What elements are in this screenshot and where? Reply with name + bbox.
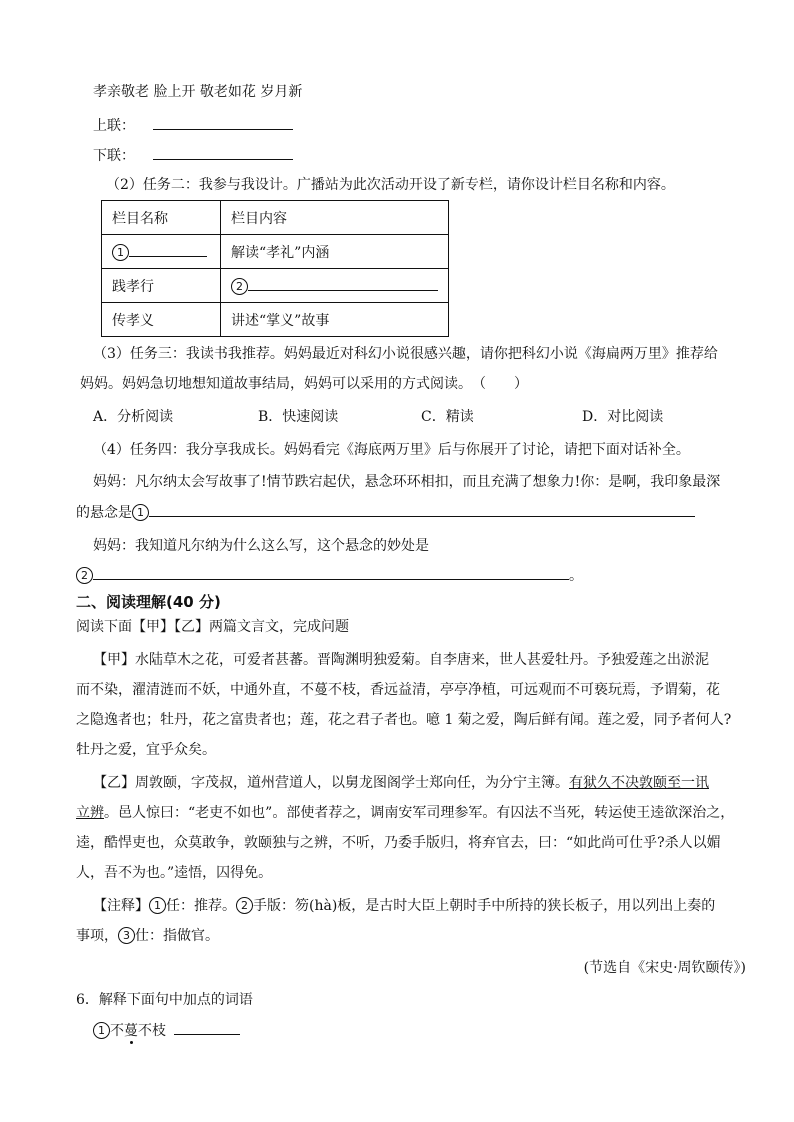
passage-yi-line3: 逵，酷悍吏也，众莫敢争，敦颐独与之辨，不听，乃委手版归，将弃官去，曰：“如此尚可仕乎?杀人以媚: [76, 835, 721, 851]
task3-prompt-line2: 妈妈。妈妈急切地想知道故事结局，妈妈可以采用的方式阅读。 （ ）: [80, 376, 528, 392]
note-text: 手版：笏(hà)板，是古时大臣上朝时手中所持的狭长板子，用以列出上奏的: [253, 898, 716, 914]
table-cell-name-3: 传孝义: [102, 303, 221, 337]
option-a[interactable]: A．分析阅读: [93, 409, 174, 425]
notes-label: 【注释】: [93, 898, 149, 914]
lower-couplet-blank[interactable]: [153, 145, 293, 160]
q6-answer-blank[interactable]: [174, 1020, 240, 1035]
upper-couplet-row: [93, 115, 293, 136]
passage-jia-line4: 牡丹之爱，宜乎众矣。: [76, 742, 216, 758]
table-cell-name-1: [102, 235, 221, 269]
table-row: [102, 235, 449, 269]
note-text: 事项，: [76, 928, 118, 944]
couplet-line: 孝亲敬老 脸上开 敬老如花 岁月新: [93, 84, 303, 100]
passage-jia-line3: 之隐逸者也；牡丹，花之富贵者也；莲，花之君子者也。噫 1 菊之爱，陶后鲜有闻。莲之爱，同予者何人?: [76, 712, 732, 728]
item-text: 不枝: [138, 1023, 166, 1039]
dialog-answer-row-1: [76, 502, 695, 523]
passage-jia-line1: 【甲】水陆草木之花，可爱者甚蕃。晋陶渊明独爱菊。自李唐来，世人甚爱牡丹。予独爱莲之出淤泥: [93, 652, 709, 668]
upper-couplet-blank[interactable]: [153, 115, 293, 130]
question-6: 6．解释下面句中加点的词语: [76, 992, 253, 1008]
passage-yi-text: 。邑人惊曰：“老吏不如也”。部使者荐之，调南安军司理参军。有囚法不当死，转运使王逵欲深治之，: [104, 805, 735, 821]
dialog-suspense-label: 的悬念是: [76, 505, 132, 521]
column-design-table: [101, 200, 449, 337]
note-text: 任：推荐。: [166, 898, 236, 914]
task4-prompt: （4）任务四：我分享我成长。妈妈看完《海底两万里》后与你展开了讨论，请把下面对话补全。: [93, 442, 690, 458]
section-heading-reading: 二、阅读理解(40 分): [76, 593, 221, 611]
dialog-mom-line1: 妈妈：凡尔纳太会写故事了!情节跌宕起伏，悬念环环相扣，而且充满了想象力!你：是啊，我印象最深: [93, 474, 721, 490]
suspense-answer-blank[interactable]: [149, 502, 695, 517]
passage-yi-line4: 人，吾不为也。”逵悟，囚得免。: [76, 865, 273, 881]
question-6-item-1: [93, 1020, 240, 1041]
period-mark: 。: [569, 568, 583, 584]
passage-jia-line2: 而不染，濯清涟而不妖，中通外直，不蔓不枝，香远益清，亭亭净植，可远观而不可亵玩焉，予谓菊，花: [76, 682, 720, 698]
table-row: [102, 303, 449, 337]
table-cell-content-1: 解读“孝礼”内涵: [221, 235, 449, 269]
notes-line1: [93, 896, 715, 916]
circled-number-2: 2: [231, 278, 248, 295]
circled-number-1: 1: [149, 897, 166, 914]
table-cell-name-2: 践孝行: [102, 269, 221, 303]
option-c[interactable]: C．精读: [421, 409, 474, 425]
option-b[interactable]: B．快速阅读: [258, 409, 339, 425]
option-d[interactable]: D．对比阅读: [582, 409, 664, 425]
passage-source: (节选自《宋史·周钦颐传》): [583, 960, 746, 976]
passage-yi-line1: [93, 773, 709, 793]
circled-number-1: 1: [93, 1022, 110, 1039]
underlined-sentence-end: 立辨: [76, 805, 104, 821]
dotted-word: 蔓: [124, 1023, 138, 1039]
column-content-blank[interactable]: [248, 276, 438, 291]
suspense-effect-blank[interactable]: [93, 565, 569, 580]
circled-number-1: 1: [132, 504, 149, 521]
table-cell-content-3: 讲述“掌义”故事: [221, 303, 449, 337]
table-header-name: 栏目名称: [102, 201, 221, 235]
notes-line2: [76, 926, 219, 946]
task3-prompt-line1: （3）任务三：我读书我推荐。妈妈最近对科幻小说很感兴趣，请你把科幻小说《海扁两万里》推荐给: [93, 346, 718, 362]
circled-number-3: 3: [118, 927, 135, 944]
table-cell-content-2: [221, 269, 449, 303]
passage-yi-text: 【乙】周敦颐，字茂叔，道州营道人，以舅龙图阁学士郑向任，为分宁主簿。: [93, 775, 569, 791]
note-text: 仕：指做官。: [135, 928, 219, 944]
circled-number-2: 2: [76, 567, 93, 584]
upper-couplet-label: 上联：: [93, 118, 135, 134]
table-row: [102, 269, 449, 303]
item-text: 不: [110, 1023, 124, 1039]
underlined-sentence: 有狱久不决敦颐至一讯: [569, 775, 709, 791]
passage-yi-line2: [76, 803, 734, 823]
task2-prompt: （2）任务二：我参与我设计。广播站为此次活动开设了新专栏，请你设计栏目名称和内容。: [106, 177, 675, 193]
circled-number-2: 2: [236, 897, 253, 914]
table-row: [102, 201, 449, 235]
column-name-blank[interactable]: [129, 242, 207, 257]
reading-intro: 阅读下面【甲】【乙】两篇文言文，完成问题: [76, 619, 349, 635]
dialog-answer-row-2: [76, 565, 583, 586]
lower-couplet-row: [93, 145, 293, 166]
circled-number-1: 1: [112, 244, 129, 261]
lower-couplet-label: 下联：: [93, 148, 135, 164]
dialog-mom-line2: 妈妈：我知道凡尔纳为什么这么写，这个悬念的妙处是: [93, 538, 429, 554]
table-header-content: 栏目内容: [221, 201, 449, 235]
